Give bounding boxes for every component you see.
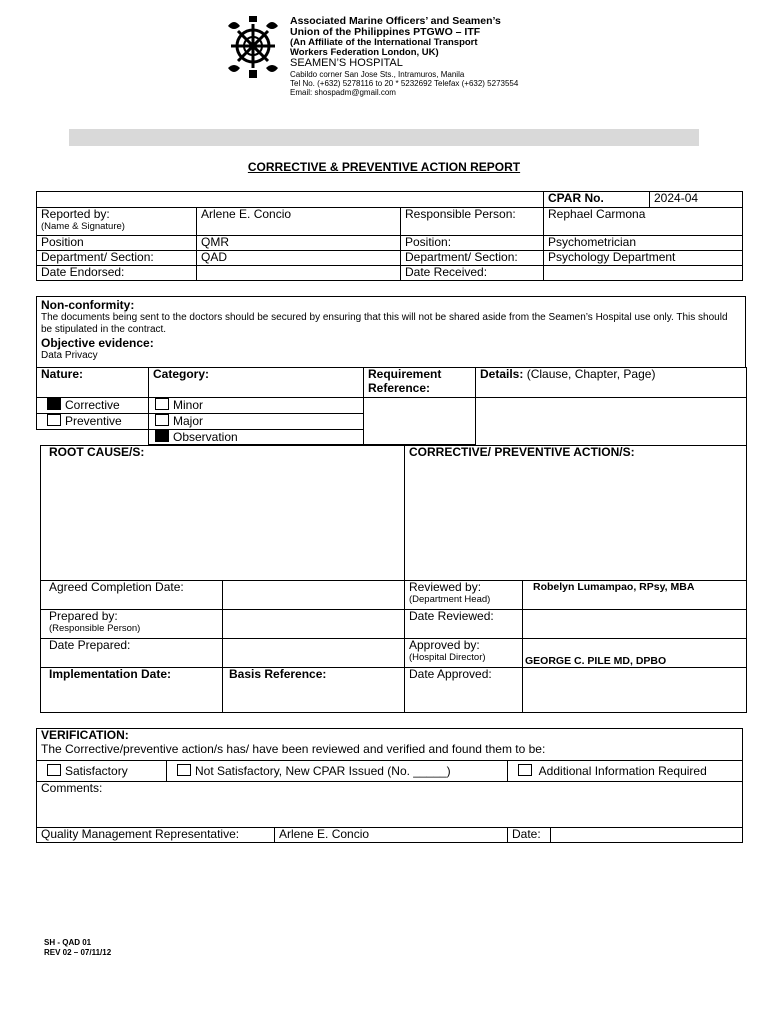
details-label: Details: [480,367,524,381]
major-option[interactable] [149,413,364,429]
union-emblem-icon [224,16,282,80]
position2-value: Psychometrician [544,236,743,251]
email: Email: shospadm@gmail.com [290,87,396,97]
evidence-text: Data Privacy [41,350,98,361]
qmr-label: Quality Management Representative: [37,828,275,843]
cpar-blank [37,192,544,208]
date-received-label: Date Received: [401,266,544,281]
date-value [551,828,743,843]
nonconformity-section [36,296,746,368]
prepared-sub: (Responsible Person) [49,622,141,634]
dept-value: QAD [197,251,401,266]
not-satisfactory-option[interactable] [167,761,508,782]
preventive-option[interactable] [37,413,149,429]
reported-by-value: Arlene E. Concio [197,208,401,236]
telephone: Tel No. (+632) 5278116 to 20 * 5232692 Telefax (+632) 5273554 [290,78,519,88]
corrective-label: Corrective [65,398,120,412]
address: Cabildo corner San Jose Sts., Intramuros, Manila [290,69,465,79]
not-satisfactory-checkbox[interactable] [177,764,191,776]
reported-by-label: Reported by: [41,207,110,221]
date-prepared-label: Date Prepared: [41,639,223,668]
nonconformity-text: The documents being sent to the doctors should be secured by ensuring that this will not be shared aside from the Seamen’s Hospital use only. This should be stipulated in the contract. [41,312,728,335]
verification-header [37,729,743,761]
requirement-label: Requirement Reference: [364,368,476,398]
approved-cell [405,639,523,668]
reviewed-cell [405,581,523,610]
qmr-value: Arlene E. Concio [275,828,508,843]
hospital-name: SEAMEN’S HOSPITAL [290,56,403,69]
observation-checkbox[interactable] [155,430,169,442]
nonconformity-label: Non-conformity: [41,298,135,312]
date-received-value [544,266,743,281]
verification-table [36,728,743,843]
verification-label: VERIFICATION: [41,728,129,742]
date-approved-label: Date Approved: [405,668,523,713]
agreed-label: Agreed Completion Date: [41,581,223,610]
minor-option[interactable] [149,398,364,414]
nature-blank [37,429,149,445]
details-value [476,398,747,445]
nature-table [36,367,747,445]
details-cell [476,368,747,398]
cpar-value: 2024-04 [650,192,743,208]
position2-label: Position: [401,236,544,251]
position-label: Position [37,236,197,251]
action-label: CORRECTIVE/ PREVENTIVE ACTION/S: [405,446,747,581]
reported-by-sub: (Name & Signature) [41,220,125,232]
agreed-value [223,581,405,610]
additional-checkbox[interactable] [518,764,532,776]
affiliate-line2: Workers Federation London, UK) [290,47,439,58]
date-endorsed-value [197,266,401,281]
reviewed-label: Reviewed by: [409,580,482,594]
minor-checkbox[interactable] [155,398,169,410]
additional-option[interactable] [508,761,743,782]
responsible-value: Rephael Carmona [544,208,743,236]
satisfactory-label: Satisfactory [65,763,128,778]
reviewed-sub: (Department Head) [409,593,491,605]
requirement-value [364,398,476,445]
date-reviewed-value [523,610,747,639]
page-title: CORRECTIVE & PREVENTIVE ACTION REPORT [247,160,521,174]
date-reviewed-label: Date Reviewed: [405,610,523,639]
comments-cell [37,782,743,828]
observation-option[interactable] [149,429,364,445]
verification-text: The Corrective/preventive action/s has/ have been reviewed and verified and found them to be: [41,741,546,756]
position-value: QMR [197,236,401,251]
cpar-label: CPAR No. [544,192,650,208]
header-divider-bar [69,129,699,146]
form-revision: REV 02 – 07/11/12 [44,947,112,957]
info-table [36,191,743,281]
category-label: Category: [149,368,364,398]
prepared-label: Prepared by: [49,609,118,623]
dept2-value: Psychology Department [544,251,743,266]
basis-label: Basis Reference: [223,668,405,713]
affiliate-line1: (An Affiliate of the International Transport [290,37,478,49]
satisfactory-option[interactable] [37,761,167,782]
approved-label: Approved by: [409,638,480,652]
form-code: SH - QAD 01 [44,938,92,947]
observation-label: Observation [173,429,238,444]
dept2-label: Department/ Section: [401,251,544,266]
date-label: Date: [508,828,551,843]
reported-by-cell [37,208,197,236]
nature-label: Nature: [37,368,149,398]
satisfactory-checkbox[interactable] [47,764,61,776]
form-footer [44,938,111,957]
preventive-checkbox[interactable] [47,414,61,426]
corrective-checkbox[interactable] [47,398,61,410]
corrective-option[interactable] [37,398,149,414]
action-table [40,445,747,713]
minor-label: Minor [173,398,204,412]
additional-label: Additional Information Required [538,763,707,778]
approved-value: GEORGE C. PILE MD, DPBO [523,639,747,668]
major-checkbox[interactable] [155,414,169,426]
date-approved-value [523,668,747,713]
root-cause-label: ROOT CAUSE/S: [41,446,405,581]
org-name-line2: Union of the Philippines PTGWO – ITF [290,26,481,39]
prepared-value [223,610,405,639]
approved-sub: (Hospital Director) [409,651,486,663]
not-satisfactory-label: Not Satisfactory, New CPAR Issued (No. _____) [195,763,451,778]
org-name-line1: Associated Marine Officers’ and Seamen’s [290,15,501,27]
evidence-label: Objective evidence: [41,336,154,350]
dept-label: Department/ Section: [37,251,197,266]
implementation-label: Implementation Date: [41,668,223,713]
preventive-label: Preventive [65,413,122,428]
date-prepared-value [223,639,405,668]
reviewed-value: Robelyn Lumampao, RPsy, MBA [523,581,747,610]
details-hint: (Clause, Chapter, Page) [526,367,656,381]
letterhead [290,16,518,97]
prepared-cell [41,610,223,639]
major-label: Major [173,413,204,428]
date-endorsed-label: Date Endorsed: [37,266,197,281]
comments-label: Comments: [41,781,103,795]
responsible-label: Responsible Person: [401,208,544,236]
